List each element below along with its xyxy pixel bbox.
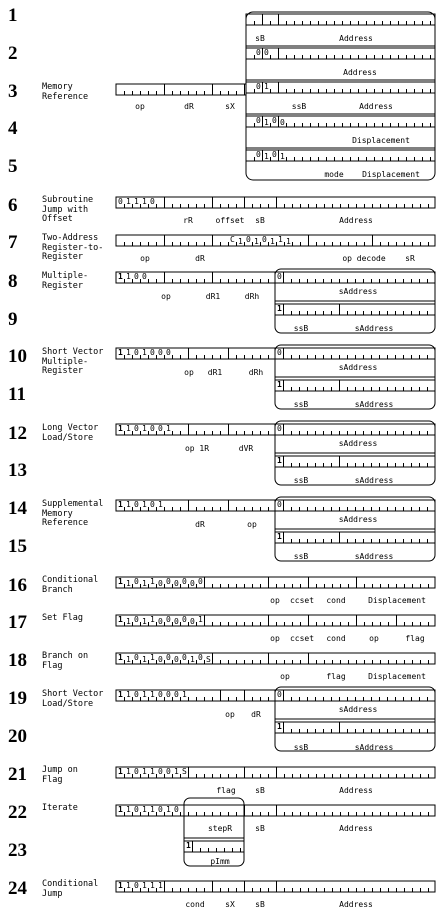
bit-value: 0 <box>256 48 261 57</box>
field-label: Displacement <box>352 136 410 145</box>
bit-value: 1 <box>198 615 203 624</box>
bit-value: 0 <box>158 767 163 776</box>
bit-value: 1 <box>142 348 147 357</box>
instruction-word <box>116 881 435 892</box>
bit-value: 0 <box>166 767 171 776</box>
bit-value: 0 <box>150 500 155 509</box>
bit-value: 1 <box>118 690 123 699</box>
field-label: ssB <box>293 324 309 333</box>
bit-value: 1 <box>142 655 147 664</box>
bit-value: 0 <box>166 348 171 357</box>
row-number: 1 <box>8 5 18 26</box>
instruction-word <box>116 272 275 283</box>
bit-value: 1 <box>264 82 269 91</box>
field-label: sAddress <box>354 324 394 333</box>
bit-value: 1 <box>158 500 163 509</box>
field-label: op <box>270 634 280 643</box>
bit-value: 0 <box>256 82 261 91</box>
field-label: dR1 <box>205 292 221 301</box>
row-number: 17 <box>8 612 27 633</box>
bit-value: 1 <box>134 197 139 206</box>
bit-value: 0 <box>134 767 139 776</box>
bit-value: 1 <box>142 579 147 588</box>
format-title: Iterate <box>42 803 78 813</box>
field-label: sAddress <box>338 439 378 448</box>
bit-value: 1 <box>277 722 282 731</box>
field-label: ssB <box>293 552 309 561</box>
field-label: Displacement <box>362 170 420 179</box>
bit-value: 0 <box>150 424 155 433</box>
bit-value: 0 <box>198 577 203 586</box>
bit-value: 1 <box>264 152 269 161</box>
bit-value: 0 <box>134 615 139 624</box>
field-label: op <box>161 292 171 301</box>
bit-value: 1 <box>126 272 131 281</box>
bit-value: 1 <box>118 272 123 281</box>
bit-value: 1 <box>126 617 131 626</box>
row-number: 4 <box>8 118 18 139</box>
bit-value: 0 <box>262 235 267 244</box>
bit-value: 1 <box>150 690 155 699</box>
bit-value: 1 <box>150 615 155 624</box>
row-number: 24 <box>8 878 27 899</box>
field-label: dRh <box>248 368 264 377</box>
bit-value: 1 <box>126 805 131 814</box>
format-title: Branch on Flag <box>42 651 89 671</box>
format-title: Conditional Branch <box>42 575 99 595</box>
field-label: pImm <box>210 857 230 866</box>
bit-value: 1 <box>150 653 155 662</box>
field-label: Address <box>339 900 373 909</box>
format-title: Two-Address Register-to- Register <box>42 233 104 262</box>
field-label: ccset <box>289 596 315 605</box>
instruction-word <box>116 767 435 778</box>
instruction-word <box>116 615 435 626</box>
row-number: 21 <box>8 764 27 785</box>
bit-value: 0 <box>158 579 163 588</box>
field-label: flag <box>216 786 236 795</box>
bit-value: 0 <box>150 348 155 357</box>
field-label: Displacement <box>368 596 426 605</box>
field-label: sAddress <box>354 400 394 409</box>
row-number: 18 <box>8 650 27 671</box>
bit-value: 1 <box>150 881 155 890</box>
bit-value: 1 <box>277 532 282 541</box>
bit-value: 1 <box>142 197 147 206</box>
format-title: Short Vector Load/Store <box>42 689 104 709</box>
bit-value: 0 <box>277 424 282 433</box>
field-label: Address <box>339 216 373 225</box>
field-label: op <box>369 634 379 643</box>
row-number: 6 <box>8 195 18 216</box>
field-label: sB <box>255 900 265 909</box>
bit-value: 0 <box>174 617 179 626</box>
bit-value: 1 <box>126 767 131 776</box>
field-label: ssB <box>293 476 309 485</box>
field-label: Address <box>339 824 373 833</box>
bit-value: 1 <box>277 456 282 465</box>
bit-value: 1 <box>126 881 131 890</box>
bit-value: 1 <box>277 304 282 313</box>
row-number: 2 <box>8 43 18 64</box>
bit-value: 0 <box>134 577 139 586</box>
bit-value: C <box>230 235 235 244</box>
bit-value: 0 <box>277 348 282 357</box>
field-label: rR <box>183 216 193 225</box>
bit-value: 0 <box>150 197 155 206</box>
format-title: Set Flag <box>42 613 83 623</box>
bit-value: 1 <box>238 237 243 246</box>
bit-value: 0 <box>158 690 163 699</box>
field-label: sAddress <box>354 476 394 485</box>
bit-value: 1 <box>174 767 179 776</box>
bit-value: 1 <box>166 805 171 814</box>
bit-value: 0 <box>277 500 282 509</box>
instruction-word <box>116 653 435 664</box>
bit-value: 0 <box>182 615 187 624</box>
format-title: Long Vector Load/Store <box>42 423 99 443</box>
bit-value: 1 <box>182 690 187 699</box>
field-label: Address <box>359 102 393 111</box>
bit-value: 0 <box>174 579 179 588</box>
bit-value: 1 <box>150 767 155 776</box>
bit-value: 0 <box>182 577 187 586</box>
bit-value: 1 <box>142 500 147 509</box>
instruction-word <box>116 235 435 246</box>
row-number: 15 <box>8 536 27 557</box>
field-label: sAddress <box>354 552 394 561</box>
field-label: sAddress <box>354 743 394 752</box>
bit-value: 1 <box>118 348 123 357</box>
bit-value: 0 <box>174 690 179 699</box>
bit-value: 1 <box>118 424 123 433</box>
row-number: 8 <box>8 271 18 292</box>
bit-value: 1 <box>118 881 123 890</box>
field-label: ssB <box>293 743 309 752</box>
bit-value: 0 <box>277 272 282 281</box>
bit-value: 0 <box>142 272 147 281</box>
bit-value: 1 <box>264 118 269 127</box>
field-label: dR1 <box>207 368 223 377</box>
bit-value: 0 <box>272 116 277 125</box>
bit-value: 1 <box>142 805 147 814</box>
bit-value: 0 <box>158 805 163 814</box>
format-title: Jump on Flag <box>42 765 78 785</box>
bit-value: 0 <box>190 617 195 626</box>
field-label: op <box>225 710 235 719</box>
format-title: Supplemental Memory Reference <box>42 499 104 528</box>
bit-value: 1 <box>118 805 123 814</box>
field-label: sX <box>225 102 235 111</box>
row-number: 10 <box>8 346 27 367</box>
bit-value: 1 <box>126 500 131 509</box>
row-number: 16 <box>8 575 27 596</box>
bit-value: 1 <box>118 653 123 662</box>
field-label: op <box>184 368 194 377</box>
instruction-word <box>116 500 275 511</box>
bit-value: 1 <box>142 424 147 433</box>
format-title: Conditional Jump <box>42 879 99 899</box>
bit-value: 1 <box>286 237 291 246</box>
bit-value: 0 <box>134 805 139 814</box>
field-label: sAddress <box>338 363 378 372</box>
bit-value: 1 <box>280 152 285 161</box>
field-label: Displacement <box>368 672 426 681</box>
bit-value: S <box>182 767 187 776</box>
bit-value: 0 <box>174 805 179 814</box>
field-label: dRh <box>244 292 260 301</box>
field-label: sR <box>405 254 415 263</box>
field-label: flag <box>405 634 425 643</box>
instruction-word <box>116 690 275 701</box>
field-label: op <box>140 254 150 263</box>
field-label: sB <box>255 216 265 225</box>
bit-value: 0 <box>158 617 163 626</box>
bit-value: 0 <box>174 655 179 664</box>
bit-value: 1 <box>126 690 131 699</box>
field-label: sB <box>255 824 265 833</box>
bit-value: 1 <box>118 767 123 776</box>
bit-value: 1 <box>118 500 123 509</box>
field-label: offset <box>215 216 245 225</box>
bit-value: 1 <box>158 881 163 890</box>
bit-value: 0 <box>134 272 139 281</box>
bit-value: 0 <box>134 500 139 509</box>
field-label: sAddress <box>338 705 378 714</box>
bit-value: 0 <box>166 653 171 662</box>
row-number: 5 <box>8 156 18 177</box>
bit-value: 1 <box>126 579 131 588</box>
bit-value: 1 <box>254 237 259 246</box>
format-title: Memory Reference <box>42 82 89 102</box>
bit-value: 1 <box>142 767 147 776</box>
field-label: op 1R <box>184 444 210 453</box>
bit-value: 0 <box>190 579 195 588</box>
row-number: 13 <box>8 460 27 481</box>
bit-value: 0 <box>134 690 139 699</box>
bit-value: 1 <box>126 348 131 357</box>
field-label: op <box>247 520 257 529</box>
field-label: ssB <box>293 400 309 409</box>
row-number: 23 <box>8 840 27 861</box>
row-number: 22 <box>8 802 27 823</box>
instruction-word <box>116 805 435 816</box>
bit-value: 1 <box>126 655 131 664</box>
bit-value: 0 <box>256 150 261 159</box>
bit-value: 0 <box>166 577 171 586</box>
bit-value: 0 <box>272 150 277 159</box>
bit-value: 0 <box>134 424 139 433</box>
bit-value: 0 <box>198 653 203 662</box>
bit-value: 0 <box>264 48 269 57</box>
field-label: dR <box>251 710 261 719</box>
bit-value: 1 <box>190 655 195 664</box>
instruction-word <box>116 348 275 359</box>
format-title: Short Vector Multiple- Register <box>42 347 104 376</box>
field-label: sAddress <box>338 515 378 524</box>
instruction-word <box>116 197 435 208</box>
field-label: mode <box>324 170 344 179</box>
bit-value: 0 <box>158 424 163 433</box>
bit-value: 1 <box>118 615 123 624</box>
bit-value: 0 <box>246 235 251 244</box>
field-label: ccset <box>289 634 315 643</box>
row-number: 12 <box>8 423 27 444</box>
bit-value: 0 <box>158 348 163 357</box>
field-label: sB <box>255 34 265 43</box>
field-label: sAddress <box>338 287 378 296</box>
bit-value: S <box>206 655 211 664</box>
field-label: Address <box>339 34 373 43</box>
bit-value: 0 <box>256 116 261 125</box>
bit-value: 0 <box>182 653 187 662</box>
bit-value: 1 <box>142 881 147 890</box>
row-number: 7 <box>8 232 18 253</box>
field-label: sB <box>255 786 265 795</box>
field-label: Address <box>339 786 373 795</box>
field-label: Address <box>343 68 377 77</box>
field-label: dR <box>195 254 205 263</box>
bit-value: 0 <box>134 348 139 357</box>
field-label: op <box>280 672 290 681</box>
bit-value: 0 <box>166 690 171 699</box>
bit-value: 1 <box>166 424 171 433</box>
field-label: op <box>135 102 145 111</box>
bit-value: 0 <box>134 881 139 890</box>
bit-value: 1 <box>150 805 155 814</box>
field-label: ssB <box>291 102 307 111</box>
bit-value: 1 <box>142 690 147 699</box>
bit-value: 0 <box>280 118 285 127</box>
field-label: cond <box>326 596 346 605</box>
bit-value: 1 <box>270 237 275 246</box>
field-label: cond <box>185 900 205 909</box>
bit-value: 1 <box>277 380 282 389</box>
field-label: sX <box>225 900 235 909</box>
field-label: cond <box>326 634 346 643</box>
instruction-word <box>116 424 275 435</box>
bit-value: 0 <box>166 615 171 624</box>
field-label: dR <box>195 520 205 529</box>
row-number: 11 <box>8 384 26 405</box>
bit-value: 0 <box>134 653 139 662</box>
field-label: dVR <box>238 444 254 453</box>
field-label: op <box>270 596 280 605</box>
bit-value: 1 <box>186 841 191 850</box>
bit-value: 1 <box>142 617 147 626</box>
field-label: op decode <box>342 254 386 263</box>
bit-value: 0 <box>158 655 163 664</box>
field-label: stepR <box>207 824 233 833</box>
field-label: flag <box>326 672 346 681</box>
bit-value: 1 <box>118 577 123 586</box>
bit-value: 1 <box>150 577 155 586</box>
row-number: 20 <box>8 726 27 747</box>
row-number: 9 <box>8 309 18 330</box>
row-number: 19 <box>8 688 27 709</box>
bit-value: 0 <box>118 197 123 206</box>
format-title: Multiple- Register <box>42 271 89 291</box>
row-number: 14 <box>8 498 27 519</box>
format-title: Subroutine Jump with Offset <box>42 195 94 224</box>
bit-value: 1 <box>278 235 283 244</box>
row-number: 3 <box>8 81 18 102</box>
instruction-word <box>116 577 435 588</box>
bit-value: 0 <box>277 690 282 699</box>
bit-value: 1 <box>126 424 131 433</box>
field-label: dR <box>184 102 194 111</box>
bit-value: 1 <box>126 197 131 206</box>
